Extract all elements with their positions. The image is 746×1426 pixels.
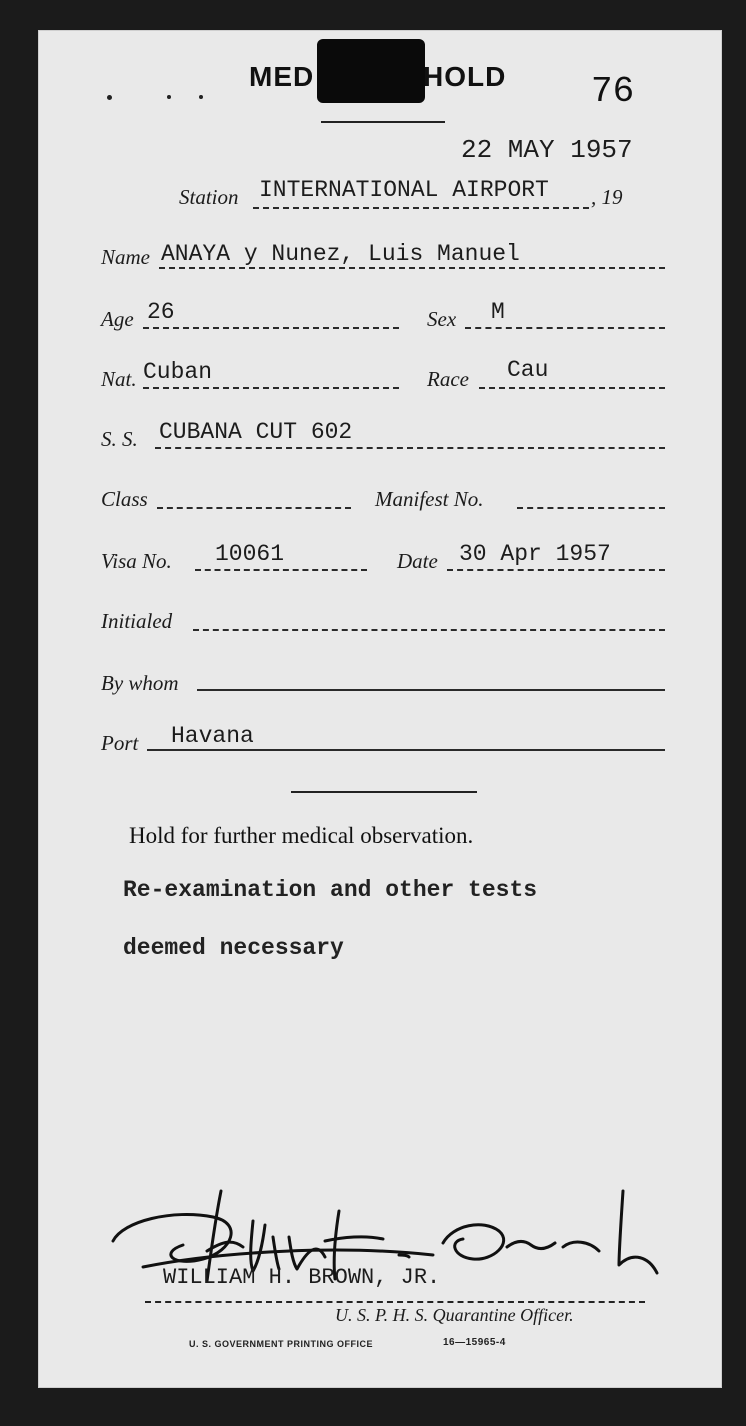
manifest-label: Manifest No.: [375, 487, 484, 511]
title-underline: [321, 121, 445, 123]
station-line: [253, 207, 589, 209]
visa-line: [195, 569, 367, 571]
section-divider: [291, 791, 477, 793]
dot-mark: [107, 95, 112, 100]
class-label: Class: [101, 487, 148, 511]
visa-label: Visa No.: [101, 549, 172, 573]
signature-line: [145, 1301, 645, 1303]
remarks-line-2: Re-examination and other tests: [123, 877, 538, 903]
ship-line: [155, 447, 665, 449]
port-label: Port: [101, 731, 139, 755]
class-line: [157, 507, 351, 509]
visa-date-value: 30 Apr 1957: [459, 541, 611, 567]
nationality-value: Cuban: [143, 359, 213, 385]
port-value: Havana: [171, 723, 254, 749]
visa-value: 10061: [215, 541, 285, 567]
dot-mark: [199, 95, 203, 99]
initialed-label: Initialed: [101, 609, 173, 633]
medical-hold-card: [38, 30, 722, 1388]
port-line: [147, 749, 665, 751]
age-value: 26: [147, 299, 175, 325]
form-code: 16—15965-4: [443, 1337, 506, 1348]
visa-date-line: [447, 569, 665, 571]
form-title-left: MED: [249, 61, 315, 92]
race-value: Cau: [507, 357, 549, 383]
station-label: Station: [179, 185, 239, 209]
redaction-mark: [317, 39, 425, 103]
ship-value: CUBANA CUT 602: [159, 419, 353, 445]
officer-title: U. S. P. H. S. Quarantine Officer.: [335, 1305, 574, 1325]
ship-label: S. S.: [101, 427, 138, 451]
by-whom-label: By whom: [101, 671, 179, 695]
form-number: 76: [591, 71, 635, 112]
by-whom-line: [197, 689, 665, 691]
remarks-line-1: Hold for further medical observation.: [129, 823, 474, 848]
dot-mark: [167, 95, 171, 99]
age-line: [143, 327, 399, 329]
race-label: Race: [427, 367, 469, 391]
name-label: Name: [101, 245, 150, 269]
sex-label: Sex: [427, 307, 457, 331]
station-year-suffix: , 19: [591, 185, 623, 209]
age-label: Age: [101, 307, 134, 331]
name-line: [159, 267, 665, 269]
initialed-line: [193, 629, 665, 631]
nationality-line: [143, 387, 399, 389]
visa-date-label: Date: [397, 549, 438, 573]
stamp-date: 22 MAY 1957: [461, 135, 633, 165]
nationality-label: Nat.: [101, 367, 137, 391]
remarks-line-3: deemed necessary: [123, 935, 344, 961]
sex-value: M: [491, 299, 505, 325]
race-line: [479, 387, 665, 389]
name-value: ANAYA y Nunez, Luis Manuel: [161, 241, 520, 267]
manifest-line: [517, 507, 665, 509]
officer-name: WILLIAM H. BROWN, JR.: [163, 1265, 441, 1290]
station-value: INTERNATIONAL AIRPORT: [259, 177, 549, 203]
sex-line: [465, 327, 665, 329]
printer-imprint: U. S. GOVERNMENT PRINTING OFFICE: [189, 1339, 374, 1349]
form-title-right: HOLD: [423, 61, 507, 92]
